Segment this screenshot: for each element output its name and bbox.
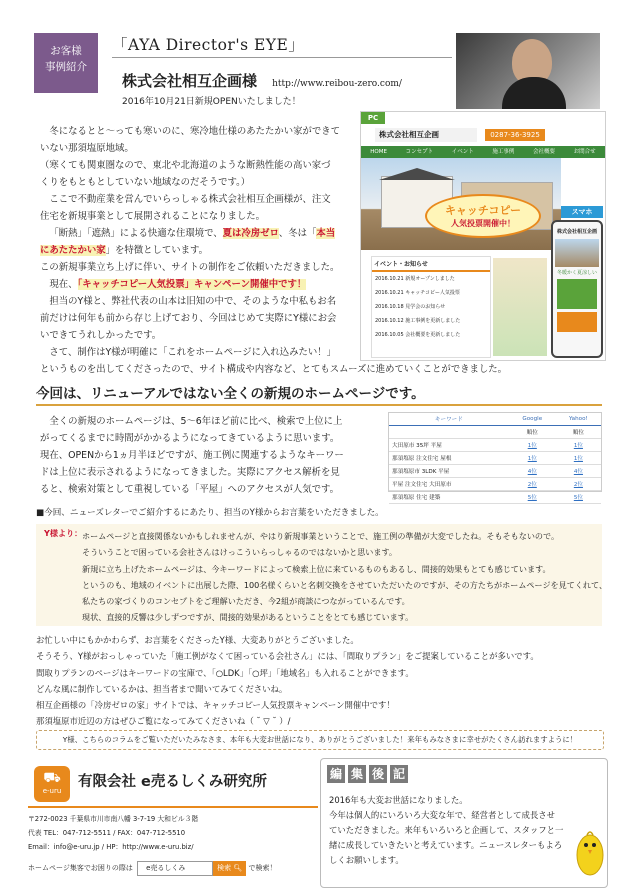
yahoo-rank[interactable]: 1位 — [556, 439, 601, 452]
comment-line: というのも、地域のイベントに出展した際、100名様くらいと名刺交換をさせていただいたのですが、その方たちがホームページを見てくれて、 — [82, 579, 608, 590]
table-row — [389, 478, 601, 491]
site-nav-item[interactable]: コンセプト — [405, 149, 434, 155]
google-rank[interactable]: 1位 — [509, 452, 556, 465]
footer-mail[interactable]: Email：info@e-uru.jp / HP：http://www.e-uru.biz/ — [28, 843, 194, 851]
intro-line: いない那須塩原地域。 — [40, 143, 134, 154]
title-char: 後 — [369, 765, 387, 783]
warm-house-highlight: 本当 — [316, 228, 336, 239]
intro-line: さて、制作はY様が明確に「これをホームページに入れ込みたい！」 — [49, 347, 336, 358]
search-icon: 🔍︎ — [231, 863, 243, 872]
intro-line-full: というものを出してくださったので、サイト構成や内容など、とてもスムーズに進めていくことができました。 — [40, 364, 507, 375]
campaign-highlight: 「キャッチコピー人気投票」キャンペーン開催中です！ — [77, 279, 307, 290]
search-button[interactable] — [213, 861, 246, 876]
news-box — [371, 256, 491, 358]
company-logo — [34, 766, 70, 802]
title-char: 集 — [348, 765, 366, 783]
keyword-cell: 大田原市 35坪 平屋 — [389, 439, 509, 452]
comment-line: 新規に立ち上げたホームページは、今キーワードによって検索上位に来ているものもあるし、間接的効果もとても感じています。 — [82, 563, 551, 574]
yahoo-header: Yahoo! — [556, 413, 601, 426]
promo-line1: キャッチコピー — [444, 204, 522, 217]
news-row[interactable]: 2016.10.05 会社概要を更新しました — [375, 332, 461, 338]
google-rank[interactable]: 1位 — [509, 439, 556, 452]
site-logo: 株式会社相互企画 — [375, 128, 477, 142]
yahoo-rank[interactable]: 5位 — [556, 491, 601, 504]
tag-line1: お客様 — [50, 45, 82, 57]
section-body — [40, 413, 385, 498]
intro-seg: 」を特徴としています。 — [105, 245, 209, 256]
reply-line: お忙しい中にもかかわらず、お言葉をくださったY様、大変ありがとうございました。 — [36, 635, 359, 645]
keyword-table — [389, 413, 601, 504]
pc-label: PC — [361, 112, 385, 124]
director-photo — [456, 33, 600, 109]
postscript-line: ていただきました。来年もいろいろと企画して、スタッフと一 — [329, 825, 564, 835]
section-line: 全くの新規のホームページは、5～6年ほど前に比べ、検索で上位に上 — [49, 416, 343, 427]
title-char: 記 — [390, 765, 408, 783]
side-banner — [493, 258, 547, 356]
postscript-line: 緒に成長していきたいと考えています。ニュースレターもよろ — [329, 840, 563, 850]
comment-intro: ■今回、ニューズレターでご紹介するにあたり、担当のY様からお言葉をいただきました。 — [36, 508, 384, 518]
section-heading — [36, 382, 602, 406]
reply-line: 相互企画様の「冷房ゼロの家」サイトでは、キャッチコピー人気投票キャンペーン開催中です！ — [36, 700, 395, 711]
house-roof — [379, 168, 455, 180]
footer-address: 〒272-0023 千葉県市川市南八幡 3-7-19 大和ビル３階 — [28, 815, 199, 823]
mobile-banner — [557, 279, 597, 309]
site-nav-item[interactable]: 施工事例 — [492, 149, 515, 155]
warm-house-highlight2: にあたたかい家 — [40, 245, 106, 256]
keyword-cell: 那須塩原市 3LDK 平屋 — [389, 465, 509, 478]
news-list — [372, 272, 490, 342]
news-title: イベント・お知らせ — [372, 257, 490, 272]
intro-seg: 「断熱」「遮熱」による快適な住環境で、 — [49, 228, 223, 239]
company-heading — [122, 70, 402, 91]
intro-line: くりをもともとしていない地域なのだそうです。） — [40, 177, 251, 188]
keyword-cell: 平屋 注文住宅 大田原市 — [389, 478, 509, 491]
search-button-label: 検索 — [217, 863, 232, 872]
section-line: 現在、OPENから1ヵ月半ほどですが、施工例に関連するようなキーワー — [40, 450, 344, 461]
keyword-ranking-table — [388, 412, 602, 501]
intro-feature-line — [40, 225, 358, 242]
section-line: がってくるまでに時間がかかるようになってきているように思います。 — [40, 433, 340, 444]
news-row[interactable]: 2016.10.18 見学会のお知らせ — [375, 304, 446, 310]
reply-line: どんな風に制作しているかは、担当者まで聞いてみてくださいね。 — [36, 683, 288, 694]
mobile-company: 株式会社相互企画 — [556, 229, 597, 235]
reply-line: 那須塩原市近辺の方はぜひご覧になってみてくださいね（ ˘ ▽ ˘ ）/ — [36, 716, 291, 727]
postscript-line: 今年は個人的にいろいろ大変な年で、経営者として成長させ — [329, 810, 555, 820]
title-char: 編 — [327, 765, 345, 783]
google-rank[interactable]: 4位 — [509, 465, 556, 478]
intro-line: いできてうれしかったです。 — [40, 330, 162, 341]
table-row — [389, 439, 601, 452]
yahoo-subheader: 順位 — [556, 426, 601, 439]
google-rank[interactable]: 5位 — [509, 491, 556, 504]
table-row — [389, 465, 601, 478]
intro-line: ここで不動産業を営んでいらっしゃる株式会社相互企画様が、注文 — [49, 194, 331, 205]
comment-line: 現状、直接的反響は少しずつですが、間接的効果があるということをとても感じています。 — [82, 612, 414, 623]
table-row — [389, 452, 601, 465]
news-row[interactable]: 2016.10.21 キャッチコピー人気投票 — [375, 290, 460, 296]
intro-line: 担当のY様と、弊社代表の山本は旧知の中で、そのような中私もお名 — [49, 296, 337, 307]
intro-feature-line2 — [40, 242, 358, 259]
intro-line: 前だけは何年も前から存じ上げており、今回はじめて実際にY様にお会 — [40, 313, 337, 324]
yahoo-rank[interactable]: 2位 — [556, 478, 601, 491]
smartphone-mockup — [551, 220, 603, 358]
column-title-box — [112, 33, 452, 58]
site-nav-item[interactable]: 会社概要 — [532, 149, 555, 155]
open-date: 2016年10月21日新規OPENいたしました！ — [122, 97, 301, 107]
site-nav-item[interactable]: イベント — [451, 149, 474, 155]
site-nav-item[interactable]: お問合せ — [573, 149, 596, 155]
search-row — [28, 860, 320, 876]
intro-seg: 、冬は「 — [278, 228, 317, 239]
keyword-cell: 那須塩原 注文住宅 屋根 — [389, 452, 509, 465]
search-tail: で検索！ — [248, 864, 277, 872]
search-lead: ホームページ集客でお困りの際は — [28, 864, 133, 872]
reply-text — [36, 632, 602, 730]
mobile-hero — [555, 239, 599, 267]
company-footer — [26, 760, 318, 888]
news-row[interactable]: 2016.10.21 新規オープンしました — [375, 276, 455, 282]
thanks-message: Y様、こちらのコラムをご覧いただいたみなさま、本年も大変お世話になり、ありがとうございました！来年もみなさまに幸せがたくさん訪れますように！ — [36, 730, 604, 750]
footer-contact — [28, 812, 198, 854]
reply-line: 間取りプランのページはキーワードの宝庫で、「○LDK」「○坪」「地域名」も入れることができます。 — [36, 667, 414, 678]
comment-lines — [82, 528, 608, 626]
cart-icon: ⛟ — [43, 770, 61, 786]
yahoo-rank[interactable]: 1位 — [556, 452, 601, 465]
postscript-title — [327, 765, 408, 783]
footer-tel: 代表 TEL：047-712-5511 / FAX：047-712-5510 — [28, 829, 186, 837]
postscript-line: 2016年も大変お世話になりました。 — [329, 795, 468, 805]
company-url[interactable]: http://www.reibou-zero.com/ — [272, 79, 402, 89]
comment-line: 私たちの家づくりのコンセプトをご理解いただき、今2組が商談につながっているんです。 — [82, 596, 410, 607]
section-heading-text: 今回は、リニューアルではない全くの新規のホームページです。 — [36, 386, 425, 402]
intro-seg: 現在、 — [49, 279, 78, 290]
section-line: ると、検索対策として重視している「平屋」へのアクセスが人気です。 — [40, 484, 339, 495]
no-cooling-highlight: 夏は冷房ゼロ — [222, 228, 279, 239]
site-nav — [361, 146, 605, 158]
postscript-text — [329, 793, 573, 868]
yahoo-rank[interactable]: 4位 — [556, 465, 601, 478]
company-name: 株式会社相互企画様 — [122, 72, 258, 90]
footer-company-name: 有限会社 e売るしくみ研究所 — [78, 774, 267, 790]
postscript-line: しくお願いします。 — [329, 855, 404, 865]
table-row — [389, 491, 601, 504]
customer-comment-box — [36, 524, 608, 626]
website-screenshot — [360, 111, 606, 361]
logo-label: e-uru — [42, 787, 62, 795]
news-row[interactable]: 2016.10.12 施工事例を更新しました — [375, 318, 461, 324]
intro-line: 住宅を新規事業として展開されることになりました。 — [40, 211, 266, 222]
google-header: Google — [509, 413, 556, 426]
google-subheader: 順位 — [509, 426, 556, 439]
comment-speaker: Y様より： — [44, 528, 83, 538]
intro-line: （寒くても関東圏なので、東北や北海道のような断熱性能の高い家づ — [40, 160, 331, 171]
google-rank[interactable]: 2位 — [509, 478, 556, 491]
reply-line: そうそう、Y様がおっしゃっていた「施工例がなくて困っている会社さん」には、「間取りプラン」をご提案していることが多いです。 — [36, 651, 539, 662]
kw-subheader — [389, 426, 509, 439]
comment-line: そういうことで困っている会社さんはけっこういらっしゃるのではないかと思います。 — [82, 547, 398, 558]
chick-mascot-icon — [575, 825, 605, 877]
intro-line: この新規事業立ち上げに伴い、サイトの制作をご依頼いただきました。 — [40, 262, 340, 273]
tag-line2: 事例紹介 — [45, 61, 87, 73]
promo-bubble[interactable] — [425, 194, 541, 238]
editors-postscript — [320, 758, 608, 888]
mobile-catch: 冬暖かく夏涼しい — [556, 270, 597, 276]
comment-line: ホームページと直接関係ないかもしれませんが、やはり新規事業ということで、施工例の準備が大変でしたね。そもそもないので。 — [82, 531, 560, 541]
search-input[interactable]: e売るしくみ — [137, 861, 213, 876]
footer-divider — [28, 806, 318, 808]
site-nav-item[interactable]: HOME — [370, 149, 387, 155]
campaign-line — [40, 276, 358, 293]
category-tag — [34, 33, 98, 93]
mobile-banner2 — [557, 312, 597, 332]
promo-line2: 人気投票開催中！ — [451, 219, 515, 228]
intro-line: 冬になるとと～っても寒いのに、寒冷地仕様のあたたかい家ができて — [49, 126, 341, 137]
intro-text — [40, 123, 358, 361]
kw-header: キーワード — [389, 413, 509, 426]
smartphone-label: スマホ — [561, 206, 603, 218]
site-phone: 0287-36-3925 — [485, 129, 545, 141]
director-body — [502, 77, 566, 109]
column-title: 「AYA Director's EYE」 — [112, 36, 305, 54]
keyword-cell: 那須塩原 住宅 建築 — [389, 491, 509, 504]
section-line: ドは上位に表示されるようになってきました。実際にアクセス解析を見 — [40, 467, 340, 478]
